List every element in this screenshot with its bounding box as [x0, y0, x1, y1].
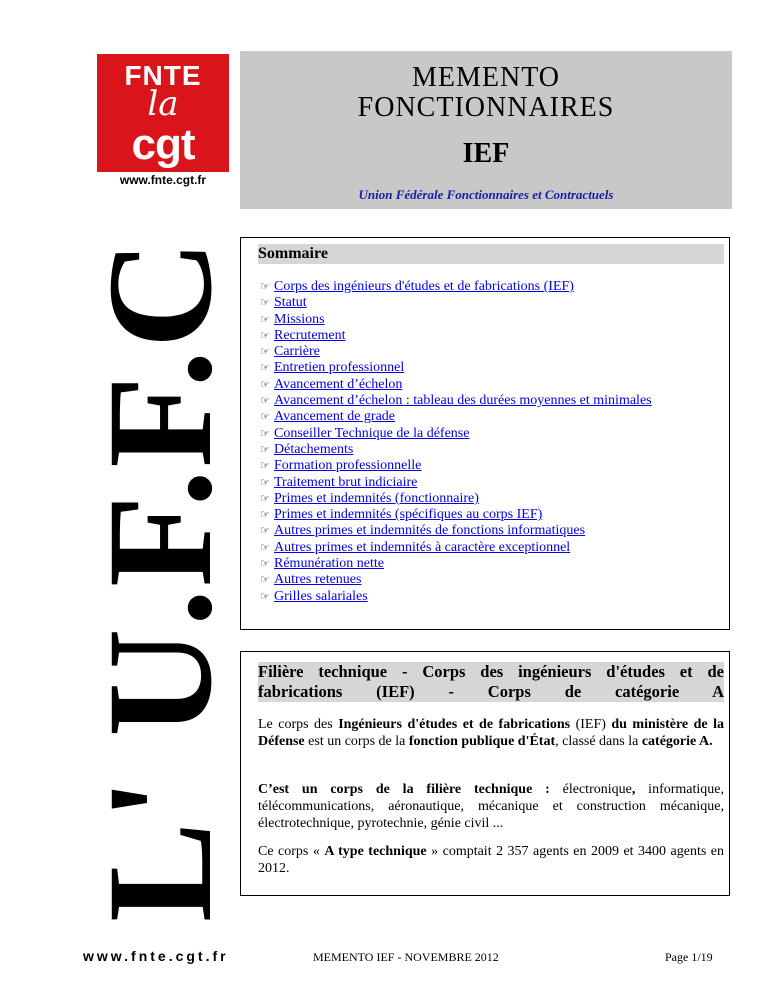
filiere-box	[240, 651, 730, 896]
toc-item	[260, 377, 652, 393]
vertical-banner-text: L' U.F.F.C	[77, 237, 243, 923]
toc-link[interactable]: Rémunération nette	[274, 556, 385, 572]
text-run: , classé dans la	[555, 734, 642, 749]
toc-link[interactable]: Primes et indemnités (spécifiques au corps IEF)	[274, 507, 543, 523]
pointing-hand-icon: ☞	[260, 524, 270, 538]
pointing-hand-icon: ☞	[260, 426, 270, 440]
pointing-hand-icon: ☞	[260, 475, 270, 489]
toc-item	[260, 442, 652, 458]
toc-item	[260, 393, 652, 409]
header-subtitle: Union Fédérale Fonctionnaires et Contractuels	[358, 187, 614, 202]
toc-link[interactable]: Avancement de grade	[274, 409, 396, 425]
toc-link[interactable]: Recrutement	[274, 327, 346, 343]
toc-link[interactable]: Carrière	[274, 344, 320, 360]
text-run: Ce corps «	[258, 844, 325, 859]
pointing-hand-icon: ☞	[260, 442, 270, 456]
table-of-contents	[260, 279, 652, 605]
text-run: informatique, télécommunications, aéronautique, mécanique et construction mécanique, électrotechnique, pyrotechnie, génie civil ...	[258, 782, 724, 831]
pointing-hand-icon: ☞	[260, 394, 270, 408]
toc-link[interactable]: Avancement d’échelon	[274, 376, 403, 392]
toc-item	[260, 589, 652, 605]
text-run: » comptait 2 357 agents en 2009 et 3400 agents en 2012.	[258, 844, 724, 876]
fnte-cgt-logo	[97, 54, 229, 186]
toc-link[interactable]: Formation professionnelle	[274, 458, 422, 474]
filiere-paragraph-1	[258, 716, 724, 750]
toc-link[interactable]: Grilles salariales	[274, 588, 368, 604]
toc-item	[260, 540, 652, 556]
toc-item	[260, 279, 652, 295]
toc-item	[260, 491, 652, 507]
toc-link[interactable]: Conseiller Technique de la défense	[274, 425, 470, 441]
header-box	[240, 51, 732, 209]
toc-item	[260, 572, 652, 588]
pointing-hand-icon: ☞	[260, 491, 270, 505]
toc-item	[260, 409, 652, 425]
header-title-line2: FONCTIONNAIRES	[357, 92, 615, 123]
toc-link[interactable]: Missions	[274, 311, 325, 327]
pointing-hand-icon: ☞	[260, 280, 270, 293]
filiere-title: Filière technique - Corps des ingénieurs d'études et de fabrications (IEF) - Corps de catégorie A	[258, 662, 724, 701]
logo-fnte-text: FNTE	[124, 60, 202, 91]
pointing-hand-icon: ☞	[260, 312, 270, 326]
pointing-hand-icon: ☞	[260, 361, 270, 375]
text-run-bold: Ingénieurs d'études et de fabrications	[338, 717, 571, 732]
toc-link[interactable]: Corps des ingénieurs d'études et de fabrications (IEF)	[274, 279, 574, 294]
toc-item	[260, 426, 652, 442]
toc-item	[260, 312, 652, 328]
toc-item	[260, 475, 652, 491]
toc-link[interactable]: Primes et indemnités (fonctionnaire)	[274, 490, 479, 506]
text-run-bold: ,	[631, 782, 636, 797]
toc-item	[260, 458, 652, 474]
pointing-hand-icon: ☞	[260, 589, 270, 603]
toc-item	[260, 328, 652, 344]
toc-link[interactable]: Traitement brut indiciaire	[274, 474, 418, 490]
toc-item	[260, 295, 652, 311]
toc-item	[260, 556, 652, 572]
pointing-hand-icon: ☞	[260, 377, 270, 391]
footer-document-title: MEMENTO IEF - NOVEMBRE 2012	[313, 950, 499, 964]
text-run-bold: A type technique	[324, 844, 427, 859]
toc-link[interactable]: Statut	[274, 295, 307, 311]
logo-cgt-text: cgt	[131, 120, 195, 169]
pointing-hand-icon: ☞	[260, 573, 270, 587]
toc-item	[260, 344, 652, 360]
toc-link[interactable]: Autres retenues	[274, 572, 362, 588]
text-run-bold: catégorie A.	[641, 734, 713, 749]
toc-link[interactable]: Entretien professionnel	[274, 360, 405, 376]
toc-link[interactable]: Détachements	[274, 441, 354, 457]
pointing-hand-icon: ☞	[260, 328, 270, 342]
logo-la-text: la	[147, 84, 179, 124]
sommaire-title: Sommaire	[258, 244, 724, 264]
pointing-hand-icon: ☞	[260, 557, 270, 571]
text-run: électronique	[549, 782, 632, 797]
filiere-paragraph-2	[258, 781, 724, 832]
toc-item	[260, 360, 652, 376]
pointing-hand-icon: ☞	[260, 345, 270, 359]
pointing-hand-icon: ☞	[260, 296, 270, 310]
header-title-line3: IEF	[462, 138, 510, 169]
text-run: Le corps des	[258, 717, 339, 732]
pointing-hand-icon: ☞	[260, 508, 270, 522]
filiere-paragraph-3	[258, 843, 724, 877]
text-run: (IEF)	[570, 717, 612, 732]
text-run-bold: du ministère de la Défense	[258, 717, 724, 749]
footer-page-number: Page 1/19	[665, 950, 713, 964]
toc-item	[260, 507, 652, 523]
footer-url: www.fnte.cgt.fr	[83, 948, 229, 964]
sommaire-box	[240, 237, 730, 630]
text-run-bold: fonction publique d'État	[408, 734, 556, 749]
pointing-hand-icon: ☞	[260, 540, 270, 554]
header-title-line1: MEMENTO	[411, 62, 561, 93]
toc-link[interactable]: Autres primes et indemnités de fonctions informatiques	[274, 523, 586, 539]
pointing-hand-icon: ☞	[260, 410, 270, 424]
toc-link[interactable]: Avancement d’échelon : tableau des durées moyennes et minimales	[274, 393, 652, 409]
logo-url-text: www.fnte.cgt.fr	[119, 173, 207, 187]
pointing-hand-icon: ☞	[260, 459, 270, 473]
toc-link[interactable]: Autres primes et indemnités à caractère exceptionnel	[274, 539, 571, 555]
toc-item	[260, 523, 652, 539]
text-run: est un corps de la	[304, 734, 409, 749]
text-run-bold: C’est un corps de la filière technique :	[258, 782, 550, 797]
